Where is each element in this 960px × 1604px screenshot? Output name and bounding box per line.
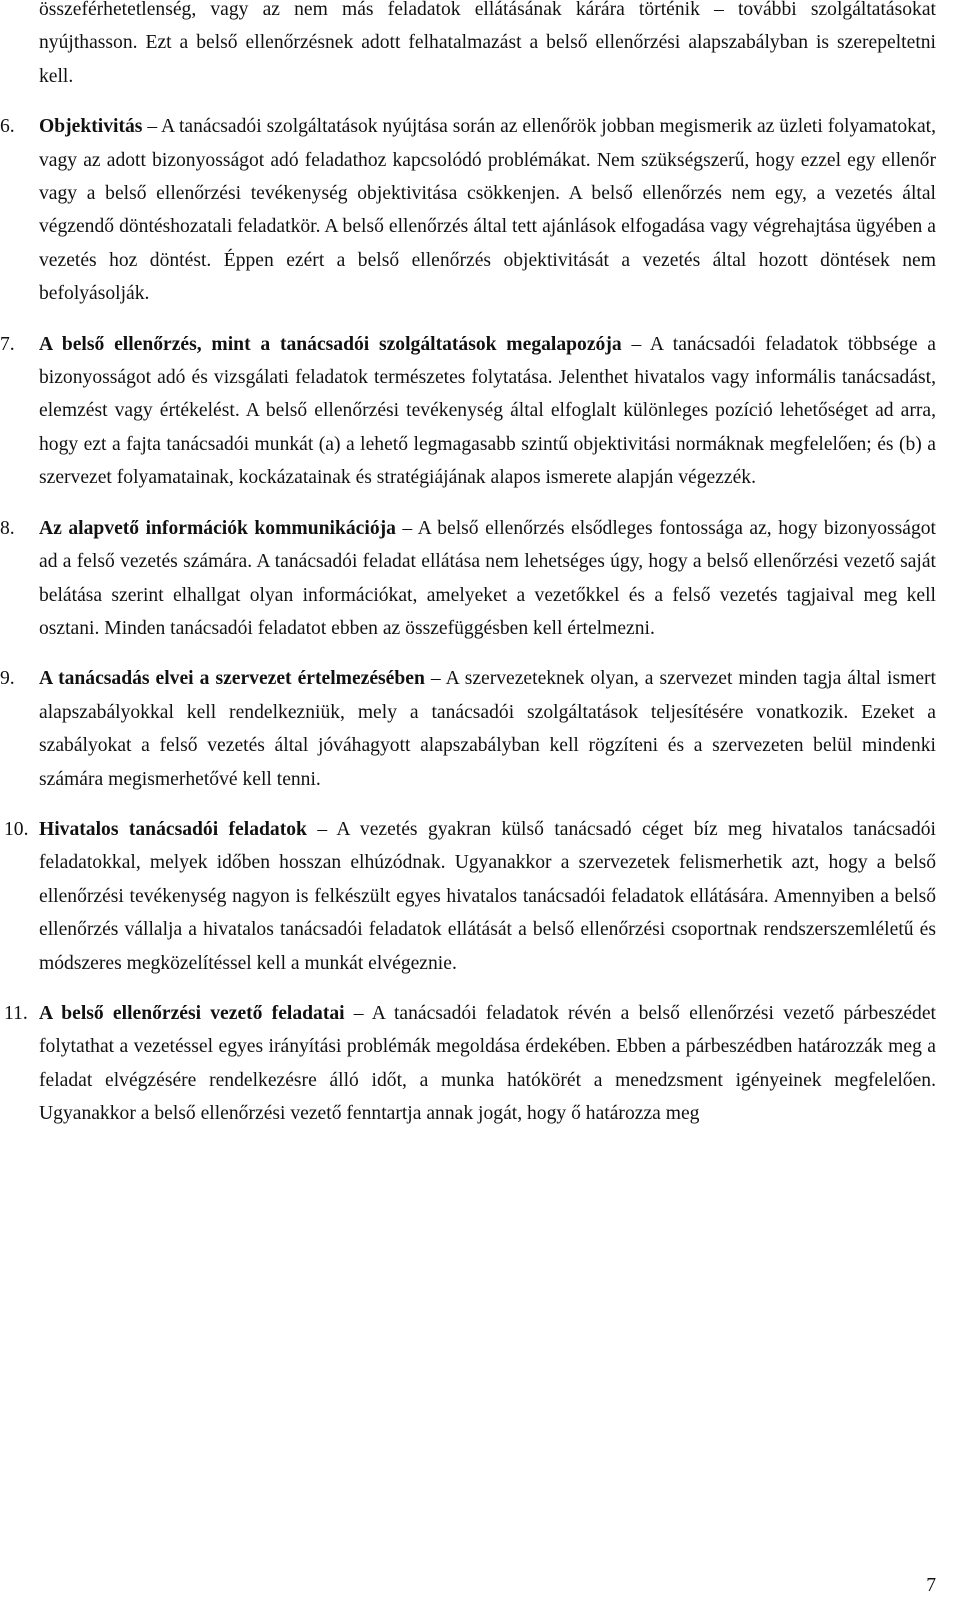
- item-number: 8.: [0, 517, 15, 539]
- list-item-9: [0, 662, 936, 796]
- item-number: 6.: [0, 116, 15, 138]
- item-title: Objektivitás: [39, 116, 143, 138]
- item-title: A tanácsadás elvei a szervezet értelmezésében: [39, 668, 425, 690]
- item-text: – A tanácsadói feladatok révén a belső ellenőrzési vezető párbeszédet folytathat a vezetéssel egyes irányítási problémák megoldása érdekében. Ebben a párbeszédben határozzák meg a feladat elvégzésére rendelkezésre álló időt, a munka hatókörét a menedzsment igényeinek megfelelően. Ugyanakkor a belső ellenőrzési vezető fenntartja annak jogát, hogy ő határozza meg: [39, 1002, 936, 1125]
- item-text: – A tanácsadói szolgáltatások nyújtása során az ellenőrök jobban megismerik az üzleti folyamatokat, vagy az adott bizonyosságot adó feladathoz kapcsolódó problémákat. Nem szükségszerű, hogy ezzel egy ellenőr vagy a belső ellenőrzési tevékenység objektivitása csökkenjen. A belső ellenőrzés nem egy, a vezetés által végzendő döntéshozatali feladatkör. A belső ellenőrzés által tett ajánlások elfogadása vagy végrehajtása ügyében a vezetés hoz döntést. Éppen ezért a belső ellenőrzés objektivitását a vezetés által hozott döntések nem befolyásolják.: [39, 116, 936, 305]
- item-text: – A tanácsadói feladatok többsége a bizonyosságot adó és vizsgálati feladatok természetes folytatása. Jelenthet hivatalos vagy informális tanácsadást, elemzést vagy értékelést. A belső ellenőrzési tevékenység által elfoglalt különleges pozíció lehetőséget ad arra, hogy ezt a fajta tanácsadói munkát (a) a lehető legmagasabb szintű objektivitási normáknak megfelelően; és (b) a szervezet folyamatainak, kockázatainak és stratégiájának alapos ismerete alapján végezzék.: [39, 333, 936, 489]
- item-paragraph: [39, 512, 936, 646]
- item-title: Az alapvető információk kommunikációja: [39, 517, 396, 539]
- list-item-11: [4, 997, 936, 1131]
- item-paragraph: [39, 328, 936, 495]
- item-number: 9.: [0, 668, 15, 690]
- item-paragraph: [39, 997, 936, 1131]
- list-item-8: [0, 512, 936, 646]
- intro-paragraph: összeférhetetlenség, vagy az nem más feladatok ellátásának kárára történik – további szolgáltatásokat nyújthasson. Ezt a belső ellenőrzésnek adott felhatalmazást a belső ellenőrzési alapszabályban is szerepeltetni kell.: [39, 0, 936, 87]
- item-paragraph: [39, 110, 936, 310]
- item-title: A belső ellenőrzési vezető feladatai: [39, 1002, 345, 1024]
- list-item-6: [0, 110, 936, 310]
- item-paragraph: [39, 662, 936, 796]
- item-text: – A vezetés gyakran külső tanácsadó céget bíz meg hivatalos tanácsadói feladatokkal, melyek időben hosszan elhúzódnak. Ugyanakkor a szervezetek felismerhetik azt, hogy a belső ellenőrzési tevékenység nagyon is felkészült egyes hivatalos tanácsadói feladatok ellátására. Amennyiben a belső ellenőrzés vállalja a hivatalos tanácsadói feladatok ellátását a belső ellenőrzési csoportnak rendszerszemléletű és módszeres megközelítéssel kell a munkát elvégeznie.: [39, 818, 936, 974]
- item-title: A belső ellenőrzés, mint a tanácsadói szolgáltatások megalapozója: [39, 333, 622, 355]
- item-text: – A szervezeteknek olyan, a szervezet minden tagja által ismert alapszabályokkal kell rendelkezniük, mely a tanácsadói szolgáltatások teljesítésére vonatkozik. Ezeket a szabályokat a felső vezetés által jóváhagyott alapszabályban kell rögzíteni és a szervezeten belül mindenki számára megismerhetővé kell tenni.: [39, 668, 936, 790]
- item-number: 7.: [0, 333, 15, 355]
- item-paragraph: [39, 813, 936, 980]
- item-number: 10.: [4, 818, 29, 840]
- list-item-10: [4, 813, 936, 980]
- item-text: – A belső ellenőrzés elsődleges fontossága az, hogy bizonyosságot ad a felső vezetés számára. A tanácsadói feladat ellátása nem lehetséges úgy, hogy a belső ellenőrzési vezető saját belátása szerint elhallgat olyan információkat, amelyeket a vezetőkkel és a felső vezetés tagjaival meg kell osztani. Minden tanácsadói feladatot ebben az összefüggésben kell értelmezni.: [39, 517, 936, 639]
- item-title: Hivatalos tanácsadói feladatok: [39, 818, 307, 840]
- list-item-7: [0, 328, 936, 495]
- page-number: 7: [926, 1575, 936, 1596]
- item-number: 11.: [4, 1002, 28, 1024]
